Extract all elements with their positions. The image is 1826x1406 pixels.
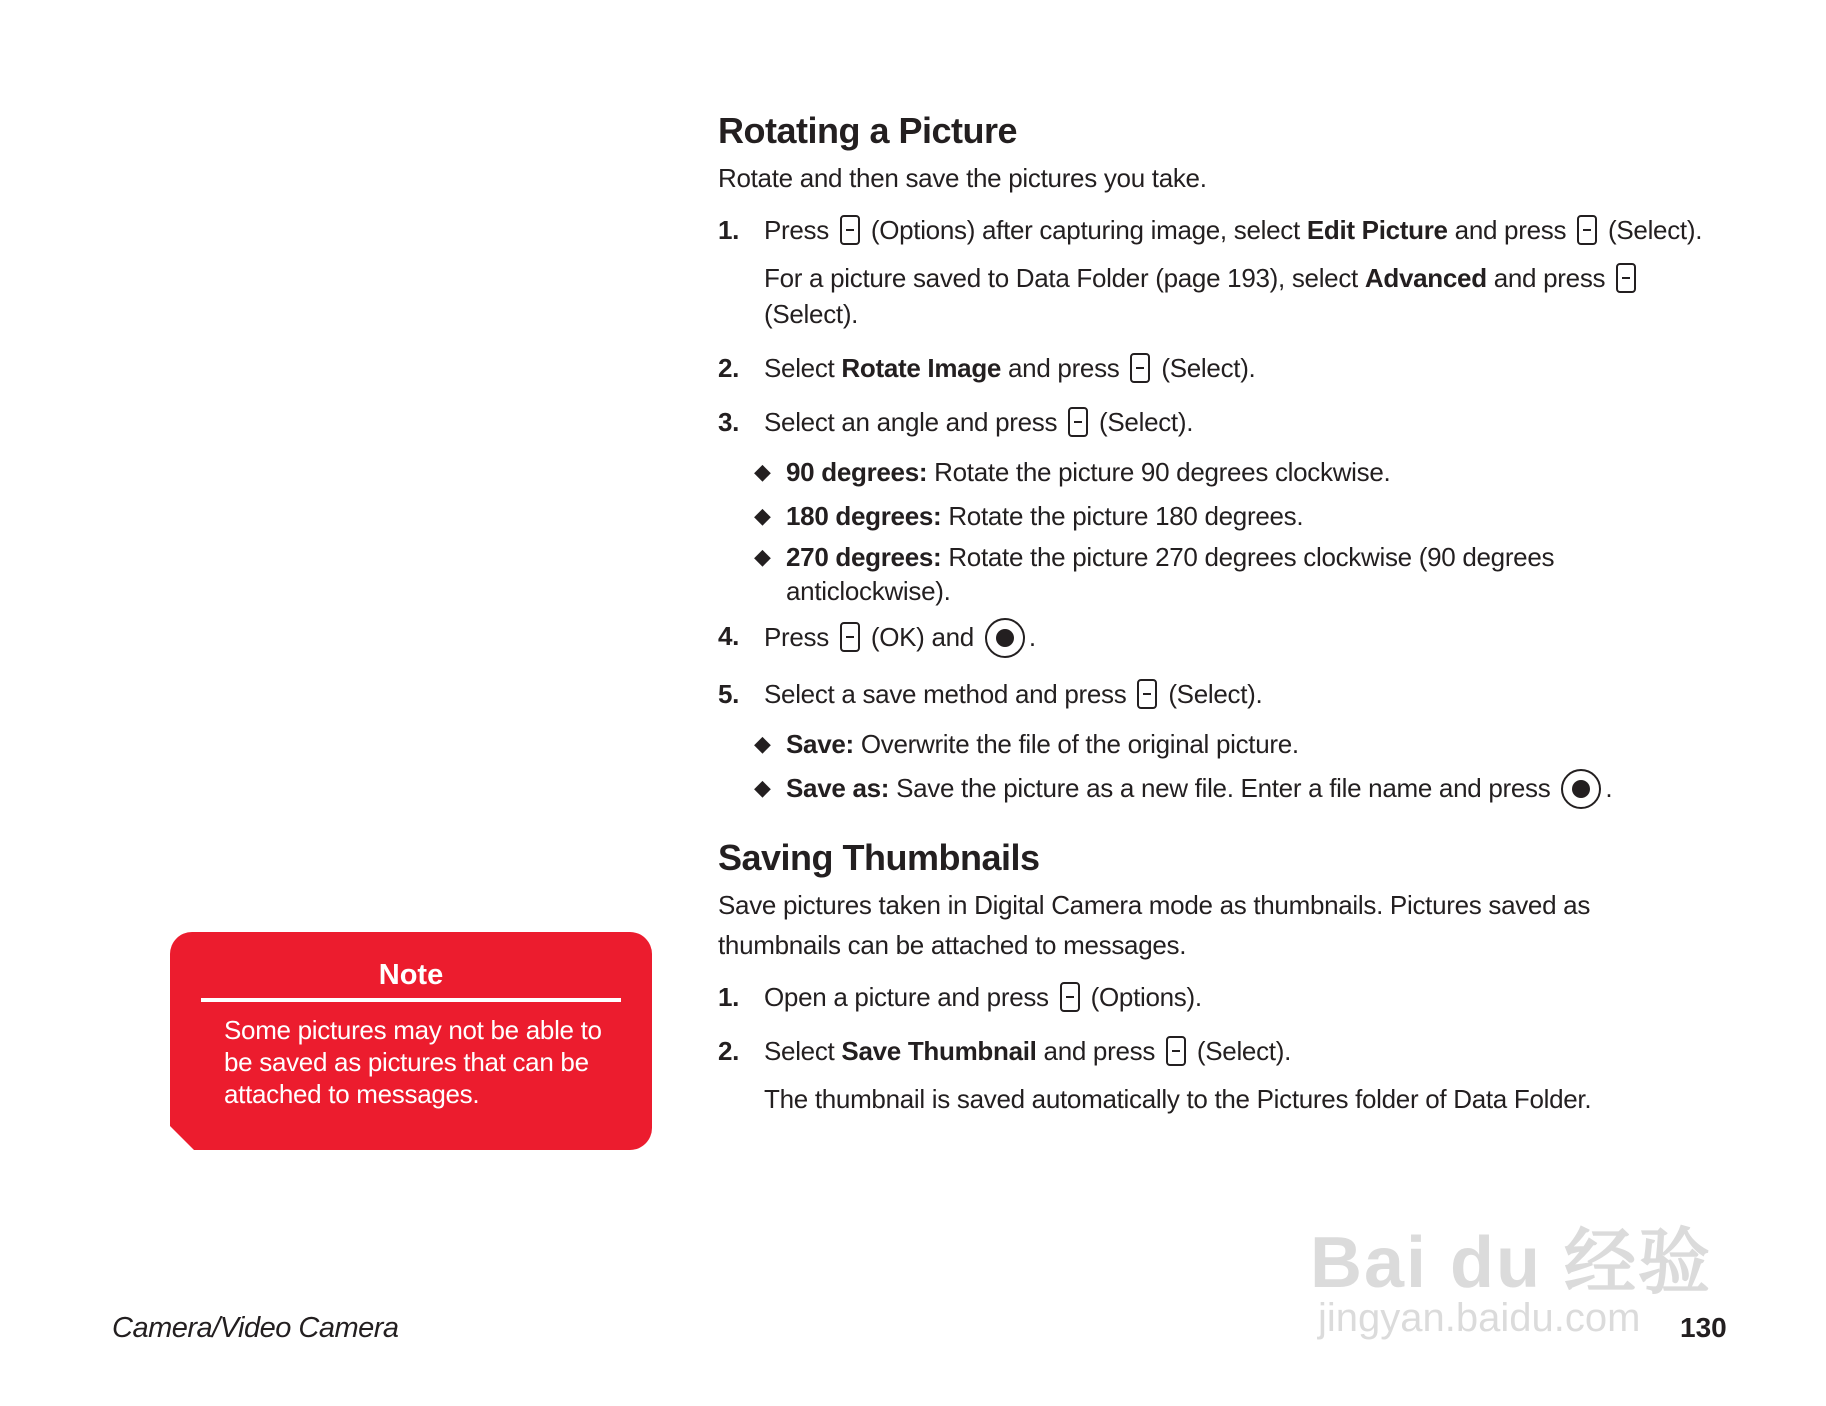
softkey-icon — [1137, 679, 1157, 709]
bullet-item: ◆ Save: Overwrite the file of the original picture. — [754, 724, 1758, 764]
diamond-bullet-icon: ◆ — [754, 503, 771, 528]
center-key-icon — [985, 618, 1025, 658]
step-number: 2. — [718, 353, 740, 383]
bullet-item: ◆ 270 degrees: Rotate the picture 270 degrees clockwise (90 degrees anticlockwise). — [754, 542, 1555, 606]
note-title: Note — [378, 959, 444, 991]
diamond-bullet-icon: ◆ — [754, 731, 771, 756]
page-number: 130 — [1680, 1312, 1727, 1343]
note-text: Some pictures may not be able to be saved as pictures that can be attached to messages. — [224, 1015, 602, 1109]
section-intro: Save pictures taken in Digital Camera mode as thumbnails. Pictures saved as thumbnails can be attached to messages. — [718, 890, 1591, 960]
section-title-rotating: Rotating a Picture — [718, 110, 1018, 151]
note-corner-cut — [170, 1126, 194, 1150]
main-content — [718, 108, 1758, 1135]
step-1: 1. Press (Options) after capturing image, select Edit Picture and press (Select). — [718, 212, 1758, 248]
step-1: 1. Open a picture and press (Options). — [718, 979, 1758, 1015]
bullet-item: ◆ 180 degrees: Rotate the picture 180 degrees. — [754, 496, 1758, 536]
watermark-sub: jingyan.baidu.com — [1318, 1296, 1641, 1340]
bullet-item: ◆ 90 degrees: Rotate the picture 90 degrees clockwise. — [754, 452, 1758, 492]
diamond-bullet-icon: ◆ — [754, 544, 771, 569]
step-2: 2. Select Rotate Image and press (Select). — [718, 350, 1758, 386]
softkey-icon — [1166, 1036, 1186, 1066]
step-1-note: For a picture saved to Data Folder (page 193), select Advanced and press (Select). — [764, 260, 1758, 332]
section-intro: Rotate and then save the pictures you take. — [718, 163, 1207, 193]
baidu-watermark-logo — [1310, 1204, 1730, 1344]
softkey-icon — [840, 215, 860, 245]
softkey-icon — [1068, 407, 1088, 437]
step-2: 2. Select Save Thumbnail and press (Select). — [718, 1033, 1758, 1069]
softkey-icon — [840, 622, 860, 652]
note-box — [170, 932, 652, 1150]
step-number: 3. — [718, 407, 740, 437]
step-number: 4. — [718, 621, 740, 651]
note-divider — [201, 998, 621, 1002]
softkey-icon — [1577, 215, 1597, 245]
diamond-bullet-icon: ◆ — [754, 775, 771, 800]
section-title-thumbnails: Saving Thumbnails — [718, 837, 1040, 878]
step-5: 5. Select a save method and press (Select). — [718, 676, 1758, 712]
step-3: 3. Select an angle and press (Select). — [718, 404, 1758, 440]
step-number: 1. — [718, 982, 740, 1012]
footer-section-name: Camera/Video Camera — [112, 1312, 399, 1344]
bullet-item: ◆ Save as: Save the picture as a new file. Enter a file name and press . — [754, 768, 1758, 809]
step-2-note: The thumbnail is saved automatically to the Pictures folder of Data Folder. — [764, 1084, 1592, 1114]
step-number: 5. — [718, 679, 740, 709]
center-key-icon — [1561, 769, 1601, 809]
step-4: 4. Press (OK) and . — [718, 618, 1758, 658]
watermark-main: Bai du 经验 — [1310, 1223, 1713, 1303]
diamond-bullet-icon: ◆ — [754, 459, 771, 484]
step-number: 2. — [718, 1036, 740, 1066]
softkey-icon — [1130, 353, 1150, 383]
softkey-icon — [1060, 982, 1080, 1012]
step-number: 1. — [718, 215, 740, 245]
softkey-icon — [1616, 263, 1636, 293]
section-saving-thumbnails — [718, 835, 1758, 1117]
